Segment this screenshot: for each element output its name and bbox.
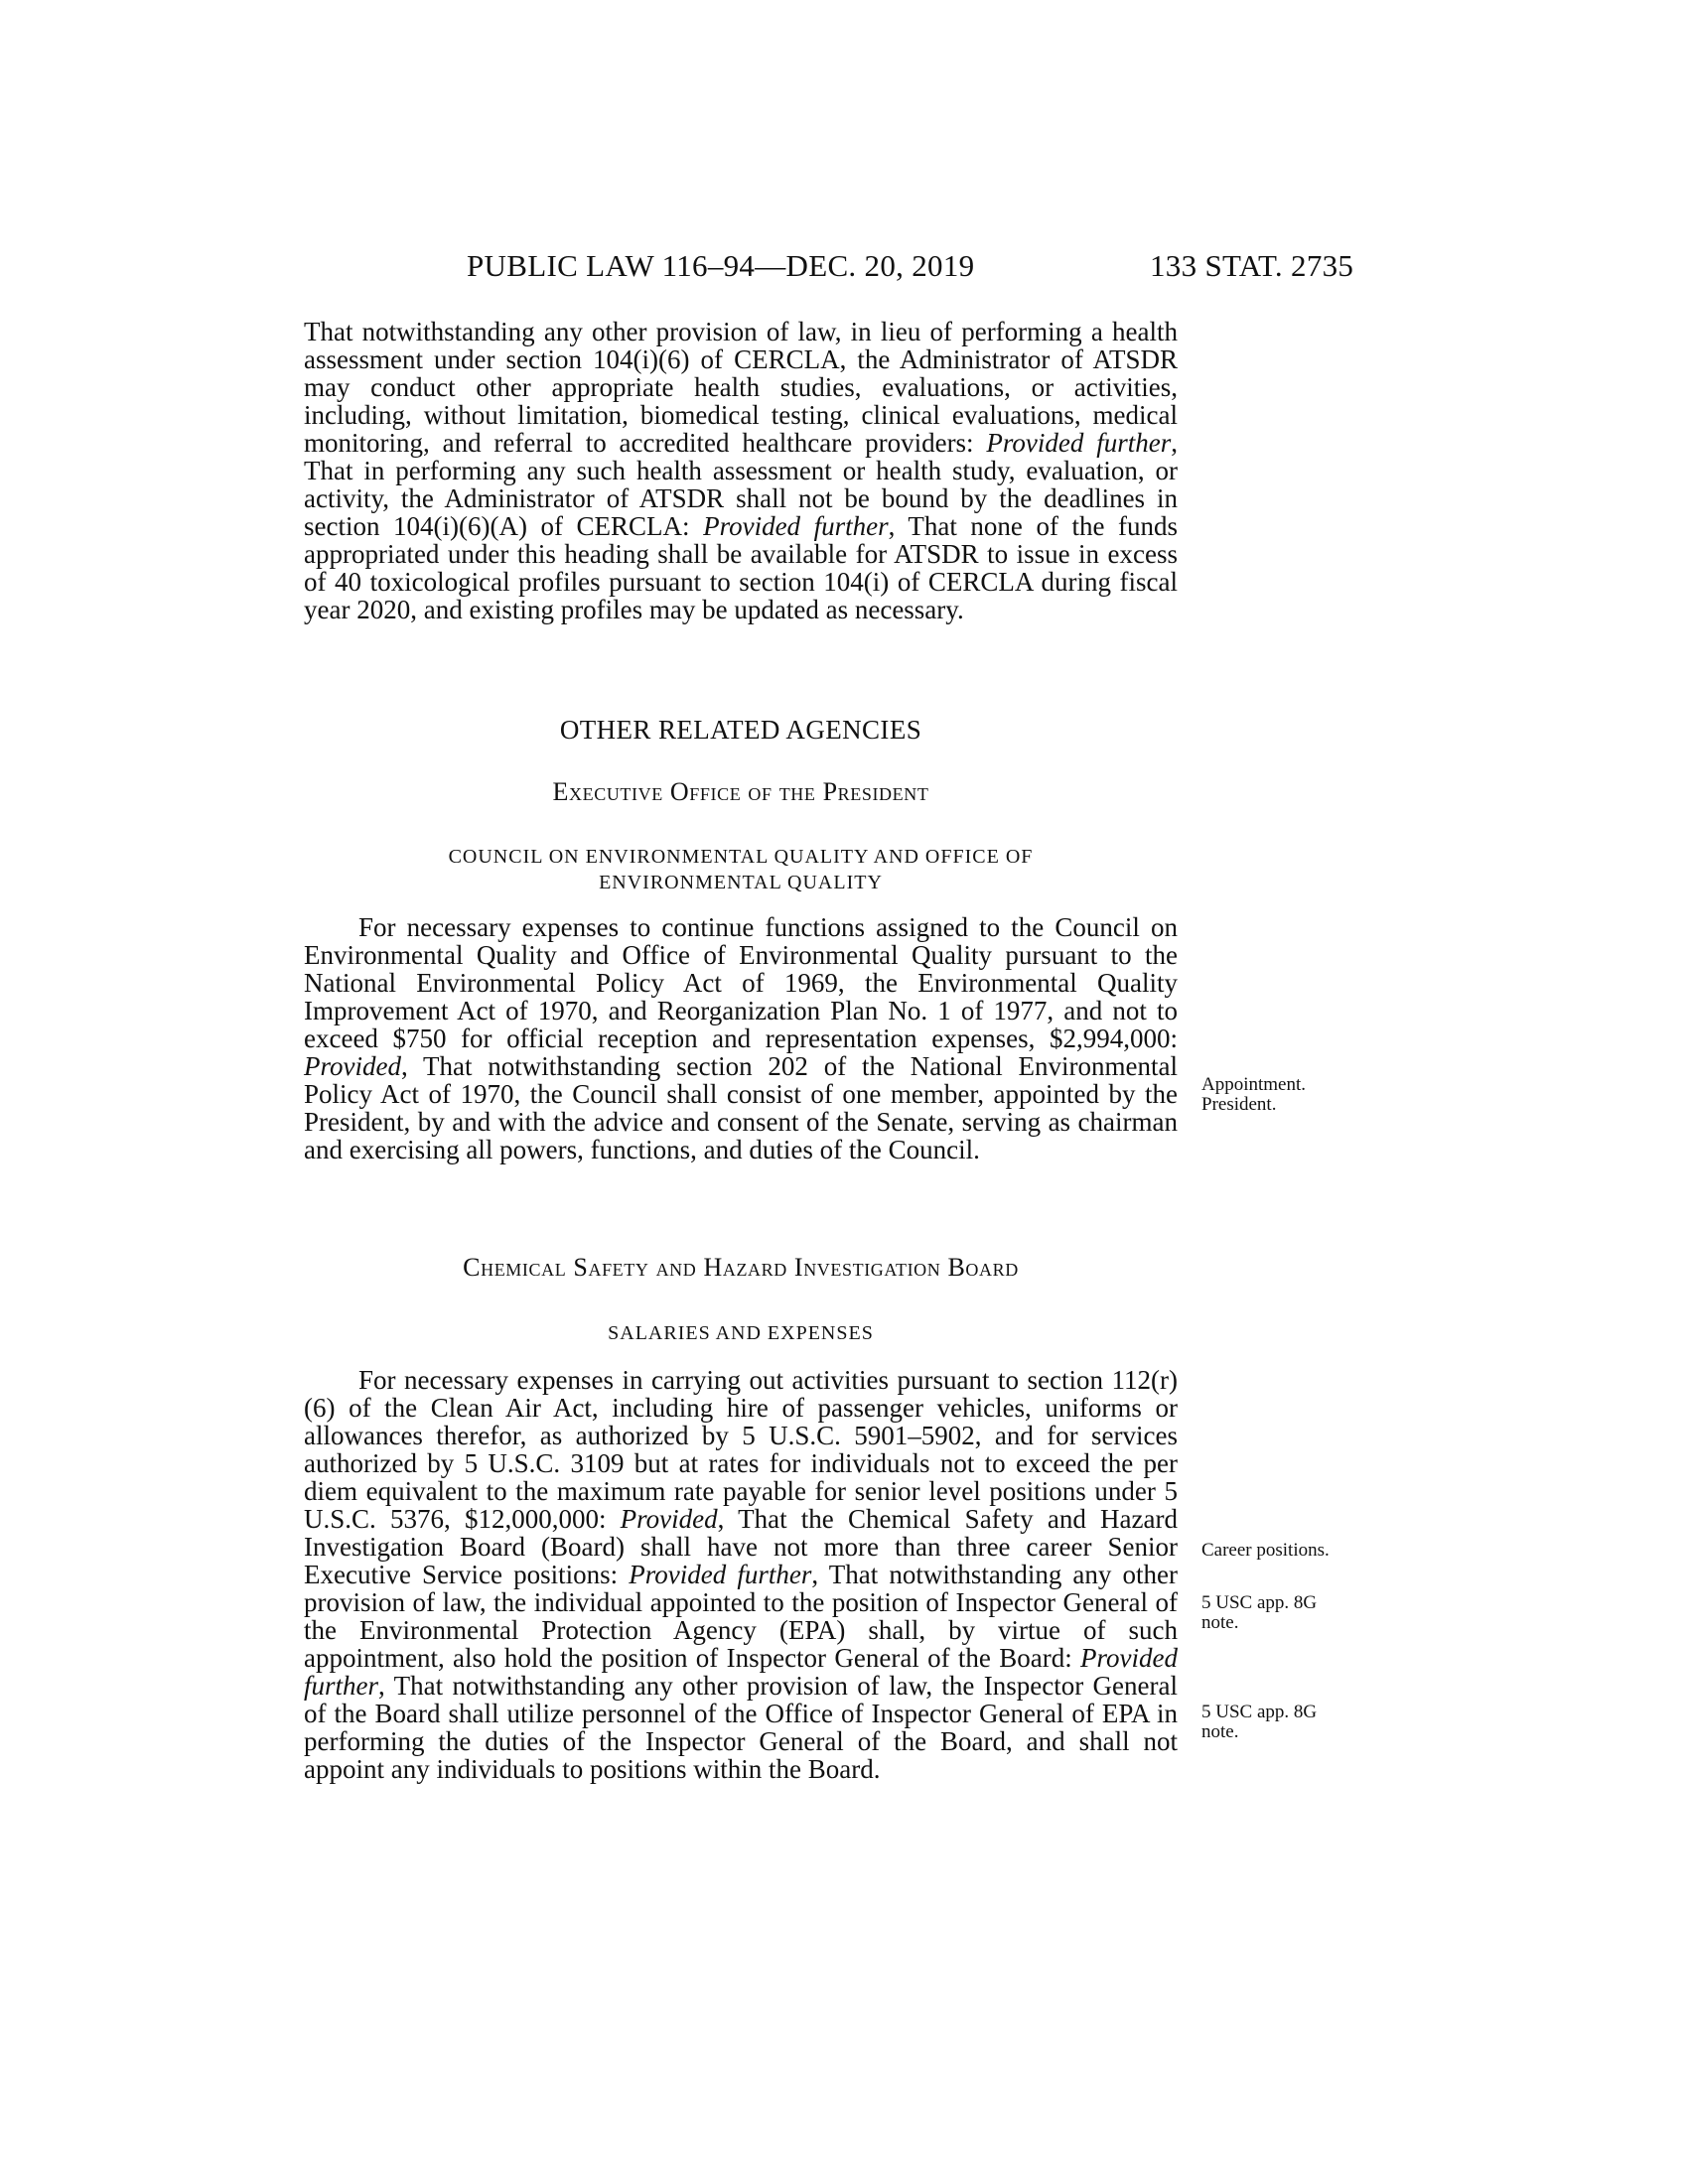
running-head: PUBLIC LAW 116–94—DEC. 20, 2019 <box>467 248 975 283</box>
heading-chemical-safety-board: Chemical Safety and Hazard Investigation Board <box>463 1253 1019 1282</box>
margin-note-line: 5 USC app. 8G <box>1201 1702 1318 1722</box>
italic-run: Provided further <box>986 428 1172 458</box>
italic-run: Provided further <box>703 511 889 541</box>
heading-executive-office: Executive Office of the President <box>552 777 929 806</box>
text-run: , That in performing any such health assessment or health study, evaluation, or activity, the Administrator of ATSDR shall not be bound by the deadlines in section 104(i)(6)(A) of CERCLA: <box>304 428 1178 541</box>
text-run: , That none of the funds appropriated under this heading shall be available for ATSDR to issue in excess of 40 toxicological profiles pursuant to section 104(i) of CERCLA during fiscal year 2020, and existing profiles may be updated as necessary. <box>304 511 1179 624</box>
italic-run: Provided <box>620 1504 718 1534</box>
italic-run: Provided <box>304 1051 401 1081</box>
text-run: , That the Chemical Safety and Hazard Investigation Board (Board) shall have not more than three career Senior Executive Service positions: <box>304 1504 1179 1589</box>
margin-note-line: note. <box>1201 1612 1239 1633</box>
heading-line: COUNCIL ON ENVIRONMENTAL QUALITY AND OFFICE OF <box>448 846 1034 868</box>
heading-line: ENVIRONMENTAL QUALITY <box>599 872 883 893</box>
paragraph-atsdr <box>304 318 1178 623</box>
margin-note-line: Appointment. <box>1201 1074 1307 1095</box>
text-run: , That notwithstanding any other provision of law, the Inspector General of the Board shall utilize personnel of the Office of Inspector General of EPA in performing the duties of the Inspector General of the Board, and shall not appoint any individuals to positions within the Board. <box>304 1671 1178 1784</box>
heading-council-environmental-quality <box>304 844 1178 895</box>
paragraph-text <box>304 1366 1178 1783</box>
text-run: , That notwithstanding any other provision of law, the individual appointed to the position of Inspector General of the Environmental Protection Agency (EPA) shall, by virtue of such appointment, also hold the position of Inspector General of the Board: <box>304 1560 1179 1673</box>
italic-run: Provided further <box>304 1643 1178 1701</box>
margin-note-appointment <box>1201 1075 1410 1115</box>
margin-note-line: 5 USC app. 8G <box>1201 1592 1318 1613</box>
margin-note-line: note. <box>1201 1721 1239 1742</box>
margin-note-usc-2 <box>1201 1703 1410 1742</box>
text-run: For necessary expenses to continue functions assigned to the Council on Environmental Quality and Office of Environmental Quality pursuant to the National Environmental Policy Act of 1969, the Environmental Quality Improvement Act of 1970, and Reorganization Plan No. 1 of 1977, and not to exceed $750 for official reception and representation expenses, $2,994,000: <box>304 912 1178 1053</box>
paragraph-text <box>304 913 1178 1163</box>
text-run: That notwithstanding any other provision of law, in lieu of performing a health assessment under section 104(i)(6) of CERCLA, the Administrator of ATSDR may conduct other appropriate health studies, evaluations, or activities, including, without limitation, biomedical testing, clinical evaluations, medical monitoring, and referral to accredited healthcare providers: <box>304 317 1178 458</box>
heading-salaries-expenses: SALARIES AND EXPENSES <box>608 1322 874 1344</box>
page-number: 133 STAT. 2735 <box>1150 248 1354 283</box>
paragraph-council <box>304 913 1178 1163</box>
text-run: , That notwithstanding section 202 of the National Environmental Policy Act of 1970, the Council shall consist of one member, appointed by the President, by and with the advice and consent of the Senate, serving as chairman and exercising all powers, functions, and duties of the Council. <box>304 1051 1178 1164</box>
margin-note-usc-1 <box>1201 1593 1410 1633</box>
margin-note-career-positions: Career positions. <box>1201 1540 1330 1561</box>
text-run: For necessary expenses in carrying out activities pursuant to section 112(r)(6) of the Clean Air Act, including hire of passenger vehicles, uniforms or allowances therefor, as authorized by 5 U.S.C. 5901–5902, and for services authorized by 5 U.S.C. 3109 but at rates for individuals not to exceed the per diem equivalent to the maximum rate payable for senior level positions under 5 U.S.C. 5376, $12,000,000: <box>304 1365 1178 1534</box>
paragraph-salaries <box>304 1366 1178 1783</box>
paragraph-text <box>304 318 1178 623</box>
heading-other-related-agencies: OTHER RELATED AGENCIES <box>559 715 922 745</box>
margin-note-line: President. <box>1201 1094 1277 1115</box>
italic-run: Provided further <box>629 1560 812 1589</box>
